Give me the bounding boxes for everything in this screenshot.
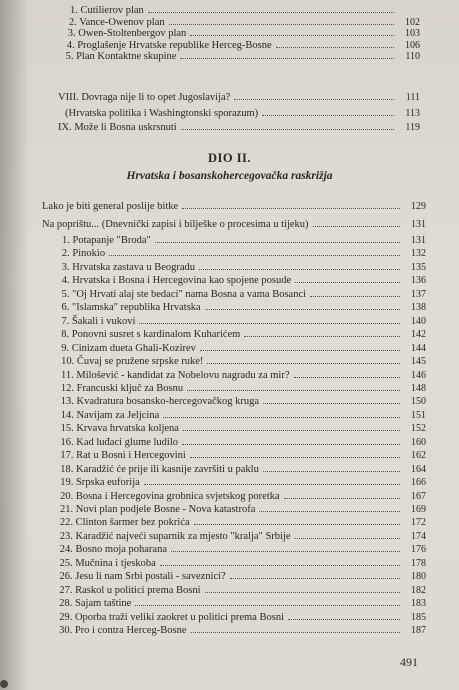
toc-top-entry [68, 28, 421, 40]
toc-chapter-entry [59, 598, 427, 610]
toc-chapter-entry [60, 544, 427, 556]
toc-chapter-leader-dots [155, 242, 400, 243]
toc-chapter-leader-dots [288, 619, 400, 620]
toc-chapter-leader-dots [284, 498, 400, 499]
toc-chapter-entry [61, 329, 427, 341]
toc-chapter-title: 14. Navijam za Jeljcina [60, 409, 160, 421]
toc-top-page: 102 [404, 16, 420, 28]
toc-chapter-title: 25. Mučnina i tjeskoba [59, 557, 156, 569]
toc-section-title: VIII. Dovraga nije li to opet Jugoslavija? [58, 92, 231, 103]
toc-top-title: 1. Cutilierov plan [70, 5, 144, 16]
toc-top-leader-dots [190, 35, 394, 36]
toc-chapter-page: 152 [410, 423, 426, 435]
toc-chapter-page: 146 [411, 369, 426, 381]
toc-chapter-leader-dots [294, 377, 401, 378]
toc-chapter-title: 29. Oporba traži veliki zaokret u politici prema Bosni [59, 611, 284, 623]
toc-intro-leader-dots [313, 226, 400, 227]
toc-chapter-title: 19. Srpska euforija [60, 477, 140, 489]
toc-section-page: 113 [405, 108, 420, 119]
toc-chapter-leader-dots [163, 417, 400, 418]
toc-chapter-leader-dots [207, 363, 400, 364]
toc-chapter-entry [61, 316, 427, 328]
toc-top-entry [67, 40, 421, 52]
toc-chapter-page: 187 [410, 625, 426, 637]
part-heading: DIO II. [207, 151, 252, 165]
toc-chapter-page: 132 [410, 248, 426, 260]
toc-chapter-entry [60, 558, 427, 570]
toc-chapter-title: 5. "Oj Hrvati alaj ste bedaci" nama Bosna a vama Bosanci [61, 288, 307, 300]
toc-chapter-page: 162 [410, 450, 426, 462]
toc-section-title: (Hrvatska politika i Washingtonski sporazum) [65, 108, 259, 119]
toc-chapter-page: 180 [411, 571, 426, 583]
toc-top-leader-dots [169, 24, 394, 25]
toc-chapter-leader-dots [199, 269, 400, 270]
toc-chapter-leader-dots [205, 309, 400, 310]
toc-chapter-title: 26. Jesu li nam Srbi postali - saveznici? [59, 571, 226, 583]
toc-chapter-entry [62, 302, 428, 314]
toc-chapter-entry [60, 504, 427, 516]
toc-chapter-page: 137 [410, 288, 426, 300]
toc-chapter-leader-dots [310, 296, 400, 297]
toc-section-leader-dots [234, 99, 394, 100]
toc-chapter-title: 30. Pro i contra Herceg-Bosne [59, 625, 187, 637]
toc-section-leader-dots [181, 129, 394, 130]
toc-chapter-page: 160 [411, 436, 426, 448]
toc-chapter-leader-dots [183, 430, 400, 431]
toc-chapter-title: 22. Clinton šarmer bez pokrića [59, 517, 190, 529]
toc-chapter-leader-dots [295, 282, 400, 283]
toc-section-page: 119 [405, 122, 420, 133]
toc-chapter-page: 131 [411, 235, 426, 246]
toc-chapter-leader-dots [263, 471, 400, 472]
toc-top-page: 103 [404, 28, 420, 39]
toc-top-title: 3. Owen-Stoltenbergov plan [67, 28, 187, 39]
toc-chapter-title: 24. Bosno moja poharana [59, 544, 167, 556]
toc-chapter-page: 172 [410, 517, 426, 529]
page-number: 491 [400, 655, 418, 669]
binding-shadow [0, 0, 30, 690]
toc-chapter-leader-dots [187, 390, 400, 391]
toc-chapter-title: 15. Krvava hrvatska koljena [60, 423, 179, 435]
toc-chapter-entry [60, 531, 427, 543]
toc-chapter-page: 142 [410, 329, 426, 341]
toc-section-page: 111 [405, 92, 420, 103]
toc-chapter-leader-dots [259, 511, 400, 512]
toc-chapter-entry [61, 410, 427, 422]
toc-chapter-title: 16. Kad luđaci glume ludilo [60, 436, 179, 448]
toc-intro-page: 129 [411, 201, 426, 212]
toc-chapter-title: 1. Potapanje "Broda" [62, 235, 151, 246]
toc-chapter-page: 169 [411, 504, 426, 515]
toc-chapter-title: 27. Raskol u politici prema Bosni [59, 584, 201, 596]
toc-chapter-page: 144 [410, 342, 426, 354]
toc-chapter-entry [62, 275, 427, 287]
toc-section-leader-dots [262, 115, 394, 116]
toc-top-title: 5. Plan Kontaktne skupine [65, 51, 177, 62]
toc-chapter-leader-dots [200, 350, 400, 351]
toc-top-entry [70, 5, 421, 17]
toc-chapter-entry [60, 517, 427, 529]
toc-section-entry [58, 122, 420, 134]
toc-chapter-leader-dots [190, 457, 400, 458]
toc-top-page: 106 [404, 39, 420, 51]
toc-chapter-entry [62, 248, 427, 260]
toc-intro-title: Na poprištu... (Dnevnički zapisi i bilješke o procesima u tijeku) [42, 219, 309, 230]
toc-chapter-title: 9. Cinizam dueta Ghali-Kozirev [61, 342, 196, 354]
toc-top-entry [66, 51, 421, 63]
toc-chapter-entry [59, 612, 427, 624]
toc-chapter-leader-dots [139, 323, 400, 324]
toc-chapter-entry [60, 450, 427, 462]
toc-chapter-leader-dots [191, 632, 400, 633]
toc-chapter-page: 183 [410, 598, 426, 610]
toc-section-entry [65, 108, 420, 120]
toc-chapter-title: 2. Pinokio [61, 248, 106, 260]
toc-chapter-entry [61, 396, 427, 408]
toc-chapter-page: 182 [410, 584, 426, 596]
toc-chapter-page: 140 [410, 315, 426, 327]
toc-chapter-entry [61, 343, 427, 355]
toc-top-leader-dots [148, 12, 394, 13]
toc-chapter-title: 23. Karadžić najveći suparnik za mjesto "kralja" Srbije [59, 530, 291, 542]
toc-chapter-leader-dots [160, 565, 400, 566]
toc-chapter-page: 151 [410, 409, 426, 421]
toc-chapter-leader-dots [135, 605, 400, 606]
toc-chapter-leader-dots [194, 524, 400, 525]
toc-chapter-title: 13. Kvadratura bosansko-hercegovačkog kruga [60, 396, 260, 408]
toc-chapter-leader-dots [295, 538, 400, 539]
toc-top-leader-dots [180, 58, 394, 59]
toc-chapter-page: 136 [410, 275, 426, 287]
toc-chapter-page: 148 [410, 382, 426, 394]
toc-chapter-entry [61, 437, 428, 449]
toc-intro-entry [42, 219, 427, 231]
page-smudge [0, 680, 8, 688]
toc-chapter-title: 21. Novi plan podjele Bosne - Nova katastrofa [60, 504, 256, 515]
toc-chapter-page: 145 [410, 356, 426, 368]
toc-top-leader-dots [276, 47, 394, 48]
toc-chapter-page: 178 [410, 557, 426, 569]
toc-chapter-entry [60, 571, 428, 583]
toc-chapter-page: 135 [410, 261, 426, 273]
part-subheading: Hrvatska i bosanskohercegovačka raskrižja [126, 170, 333, 182]
toc-chapter-leader-dots [182, 444, 400, 445]
toc-top-entry [69, 17, 421, 29]
toc-chapter-page: 164 [410, 463, 426, 475]
toc-chapter-title: 3. Hrvatska zastava u Beogradu [61, 261, 196, 273]
toc-chapter-leader-dots [144, 484, 400, 485]
toc-intro-leader-dots [182, 208, 400, 209]
toc-chapter-title: 6. "Islamska" republika Hrvatska [61, 302, 201, 314]
toc-top-title: 4. Proglašenje Hrvatske republike Herceg-Bosne [66, 39, 272, 51]
toc-chapter-entry [59, 625, 427, 637]
toc-chapter-title: 28. Sajam taštine [59, 598, 132, 610]
toc-chapter-page: 167 [410, 490, 426, 502]
toc-chapter-entry [60, 491, 427, 503]
toc-chapter-page: 166 [410, 477, 426, 489]
toc-chapter-leader-dots [263, 403, 400, 404]
toc-chapter-entry [59, 585, 427, 597]
toc-chapter-title: 20. Bosna i Hercegovina grobnica svjetskog poretka [60, 490, 280, 502]
toc-chapter-leader-dots [171, 551, 400, 552]
toc-chapter-entry [61, 370, 427, 382]
toc-section-title: IX. Može li Bosna uskrsnuti [58, 122, 177, 133]
toc-chapter-page: 138 [411, 302, 426, 314]
toc-chapter-entry [60, 464, 427, 476]
toc-intro-entry [42, 201, 427, 213]
toc-top-title: 2. Vance-Owenov plan [68, 16, 165, 28]
toc-chapter-entry [60, 477, 427, 489]
toc-chapter-page: 174 [410, 530, 426, 542]
toc-chapter-title: 10. Čuvaj se pružene srpske ruke! [61, 356, 204, 368]
toc-intro-page: 131 [411, 219, 426, 230]
toc-chapter-title: 7. Šakali i vukovi [61, 315, 136, 327]
toc-chapter-entry [62, 289, 427, 301]
toc-chapter-entry [62, 235, 427, 247]
toc-chapter-entry [62, 262, 427, 274]
toc-chapter-title: 12. Francuski ključ za Bosnu [60, 382, 184, 394]
toc-chapter-title: 11. Milošević - kandidat za Nobelovu nagradu za mir? [61, 369, 290, 381]
toc-chapter-title: 17. Rat u Bosni i Hercegovini [60, 450, 186, 462]
toc-chapter-leader-dots [109, 255, 400, 256]
toc-chapter-entry [61, 383, 427, 395]
toc-top-page: 110 [405, 51, 420, 62]
toc-chapter-leader-dots [205, 592, 400, 593]
toc-chapter-page: 150 [410, 396, 426, 408]
toc-chapter-entry [61, 423, 427, 435]
toc-chapter-page: 185 [410, 611, 426, 623]
toc-chapter-leader-dots [244, 336, 400, 337]
toc-section-entry [58, 92, 420, 104]
toc-intro-title: Lako je biti general poslije bitke [42, 201, 179, 212]
toc-chapter-entry [61, 356, 427, 368]
toc-chapter-title: 8. Ponovni susret s kardinalom Kuharićem [61, 329, 241, 341]
toc-chapter-leader-dots [230, 578, 400, 579]
toc-chapter-page: 176 [410, 544, 426, 556]
toc-chapter-title: 18. Karadžić će prije ili kasnije završiti u paklu [60, 463, 259, 475]
toc-chapter-title: 4. Hrvatska i Bosna i Hercegovina kao spojene posude [61, 275, 292, 287]
